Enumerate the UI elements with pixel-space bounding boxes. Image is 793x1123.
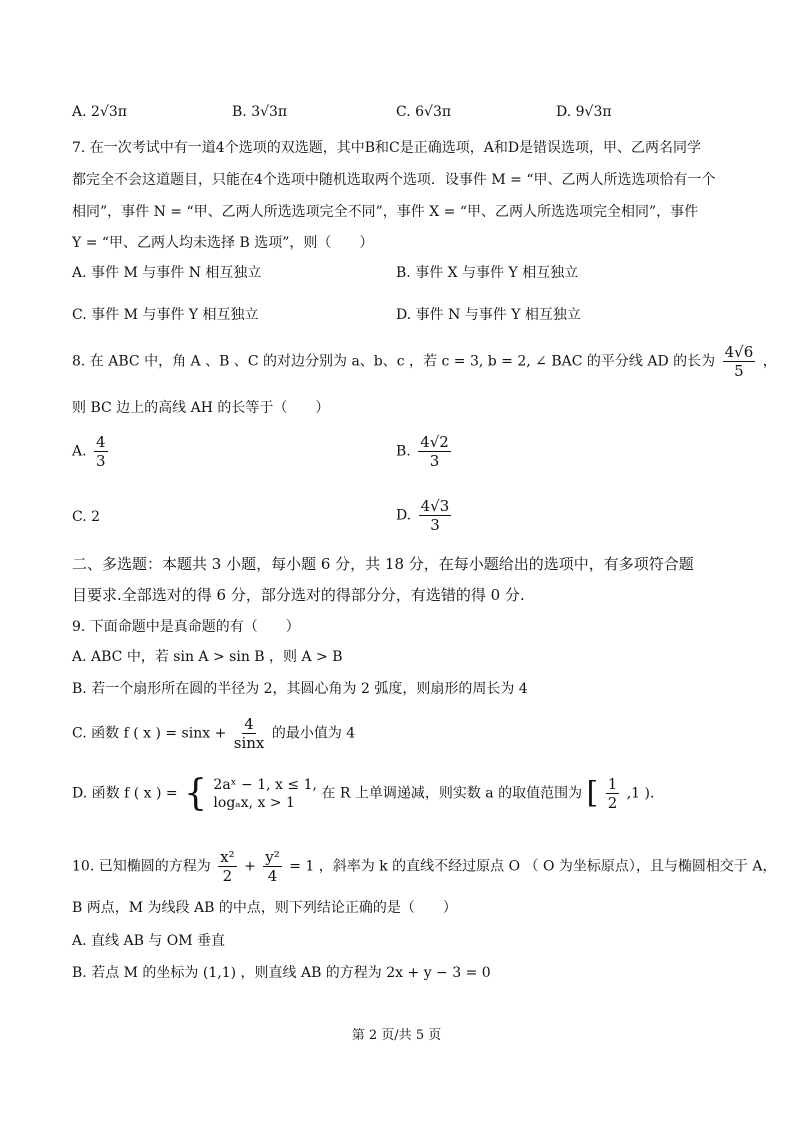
q8-option-a: [72, 433, 111, 470]
q6-option-d: D. 9√3π: [556, 104, 612, 120]
q7-stem-line-3: 相同”，事件 N = “甲、乙两人所选选项完全不同”，事件 X = “甲、乙两人所选选项完全相同”，事件: [72, 204, 699, 220]
section-2-heading-line-2: 目要求.全部选对的得 6 分，部分选对的得部分分，有选错的得 0 分.: [72, 586, 525, 604]
q7-stem-line-4: Y = “甲、乙两人均未选择 B 选项”，则（ ）: [72, 235, 374, 251]
q7-option-b: B. 事件 X 与事件 Y 相互独立: [396, 265, 579, 281]
q9-option-d: [72, 772, 655, 814]
left-brace-icon: {: [184, 772, 207, 814]
option-text: D. 函数 f ( x ) =: [72, 785, 178, 802]
page-footer: 第 2 页/共 5 页: [351, 1028, 442, 1043]
q8-option-b: [396, 433, 454, 470]
fraction-numerator: 4√6: [724, 343, 754, 361]
q8-stem-text: 8. 在 ABC 中，角 A 、B 、C 的对边分别为 a、b、c ，若 c = 3, b = 2, ∠ BAC 的平分线 AD 的长为: [72, 353, 716, 370]
option-fraction: [418, 433, 451, 470]
fraction-numerator: x²: [220, 848, 235, 866]
q8-stem-line-2: 则 BC 边上的高线 AH 的长等于（ ）: [72, 400, 330, 416]
fraction-denominator: 3: [429, 452, 440, 470]
section-2-heading-line-1: 二、多选题：本题共 3 小题，每小题 6 分，共 18 分，在每小题给出的选项中，有多项符合题: [72, 555, 694, 573]
option-label: B.: [396, 443, 411, 460]
option-text-end: ,1 ).: [626, 785, 655, 802]
q10-stem-line-2: B 两点，M 为线段 AB 的中点，则下列结论正确的是（ ）: [72, 900, 457, 916]
q9-option-c: [72, 715, 355, 752]
q10-stem-text: 10. 已知椭圆的方程为: [72, 858, 211, 875]
q10-stem-text-tail: = 1 ，斜率为 k 的直线不经过原点 O （ O 为坐标原点），且与椭圆相交于 A，: [289, 858, 777, 875]
fraction-numerator: 1: [607, 775, 618, 793]
fraction-numerator: 4√2: [420, 433, 449, 451]
case-1: 2aˣ − 1, x ≤ 1,: [213, 776, 317, 793]
q8-stem-punct: ，: [762, 353, 777, 370]
q8-option-c: C. 2: [72, 509, 101, 525]
ellipse-term-y: [263, 848, 282, 885]
q8-stem-line-1: [72, 343, 777, 380]
ellipse-term-x: [218, 848, 236, 885]
case-2: logₐx, x > 1: [213, 794, 295, 811]
fraction-numerator: y²: [265, 848, 280, 866]
q10-option-a: A. 直线 AB 与 OM 垂直: [72, 933, 226, 949]
q6-option-a: A. 2√3π: [72, 104, 127, 120]
fraction-denominator: 5: [734, 362, 744, 380]
fraction-numerator: 4√3: [420, 497, 450, 515]
q7-stem-line-2: 都完全不会这道题目，只能在4个选项中随机选取两个选项．设事件 M = “甲、乙两人所选选项恰有一个: [72, 172, 716, 188]
fraction-numerator: 4: [96, 433, 106, 451]
q7-option-c: C. 事件 M 与事件 Y 相互独立: [72, 307, 259, 323]
option-text-tail: 的最小值为 4: [271, 725, 356, 742]
option-fraction: [94, 433, 108, 470]
option-fraction: [419, 497, 452, 534]
option-label: A.: [72, 443, 87, 460]
q7-stem-line-1: 7. 在一次考试中有一道4个选项的双选题，其中B和C是正确选项，A和D是错误选项，甲、乙两名同学: [72, 140, 702, 156]
q9-option-b: B. 若一个扇形所在圆的半径为 2，其圆心角为 2 弧度，则扇形的周长为 4: [72, 681, 528, 697]
option-text: C. 函数 f ( x ) = sinx +: [72, 725, 227, 742]
q10-option-b: B. 若点 M 的坐标为 (1,1) ，则直线 AB 的方程为 2x + y − 3 = 0: [72, 965, 491, 981]
plus-sign: +: [244, 858, 256, 875]
q6-option-b: B. 3√3π: [232, 104, 288, 120]
option-text-mid: 在 R 上单调递减，则实数 a 的取值范围为: [321, 785, 583, 802]
fraction-denominator: 2: [607, 794, 618, 812]
option-fraction: [234, 715, 265, 752]
q7-option-a: A. 事件 M 与事件 N 相互独立: [72, 265, 262, 281]
q9-stem: 9. 下面命题中是真命题的有（ ）: [72, 619, 300, 635]
fraction-denominator: 4: [267, 867, 278, 885]
fraction-denominator: 2: [222, 867, 233, 885]
q8-option-d: [396, 497, 454, 534]
fraction-denominator: sinx: [233, 734, 265, 752]
fraction-denominator: 3: [96, 452, 106, 470]
option-label: D.: [396, 507, 412, 524]
fraction-numerator: 4: [244, 715, 254, 733]
q9-option-a: A. ABC 中，若 sin A > sin B ，则 A > B: [72, 649, 343, 665]
piecewise-cases: [213, 776, 317, 812]
q10-stem-line-1: [72, 848, 777, 885]
fraction-denominator: 3: [430, 516, 440, 534]
q6-option-c: C. 6√3π: [396, 104, 452, 120]
q8-bisector-fraction: [723, 343, 756, 380]
q7-option-d: D. 事件 N 与事件 Y 相互独立: [396, 307, 581, 323]
left-bracket-icon: [: [586, 775, 599, 811]
option-fraction: [606, 775, 620, 812]
